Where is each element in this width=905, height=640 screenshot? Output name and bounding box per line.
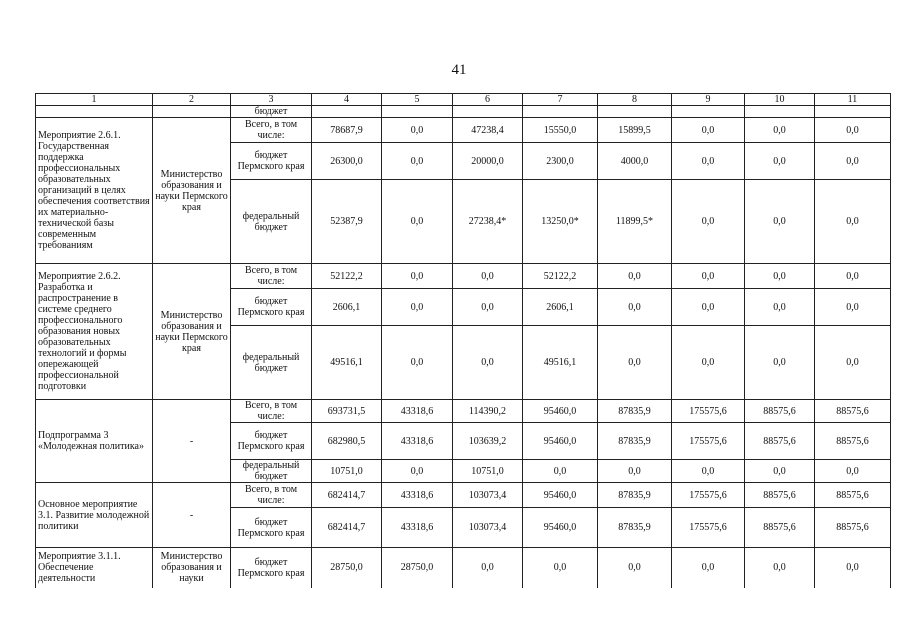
funding-source: бюджет Пермского края [231, 143, 312, 180]
amount-cell: 693731,5 [312, 400, 382, 423]
table-row [36, 264, 891, 289]
amount-cell: 0,0 [672, 180, 745, 264]
responsible-organization: Министерство образования и науки Пермского края [153, 118, 231, 264]
amount-cell: 175575,6 [672, 400, 745, 423]
amount-cell: 0,0 [745, 548, 815, 588]
table-row [36, 548, 891, 588]
amount-cell: 0,0 [815, 460, 891, 483]
amount-cell: 88575,6 [815, 483, 891, 508]
amount-cell: 0,0 [672, 548, 745, 588]
amount-cell: 0,0 [598, 264, 672, 289]
amount-cell: 0,0 [815, 264, 891, 289]
amount-cell: 682414,7 [312, 508, 382, 548]
funding-source: бюджет [231, 106, 312, 118]
amount-cell: 0,0 [815, 548, 891, 588]
table-row [36, 118, 891, 143]
funding-source: бюджет Пермского края [231, 508, 312, 548]
amount-cell: 0,0 [382, 460, 453, 483]
empty-cell [523, 106, 598, 118]
amount-cell: 26300,0 [312, 143, 382, 180]
amount-cell: 0,0 [815, 326, 891, 400]
amount-cell: 47238,4 [453, 118, 523, 143]
empty-cell [453, 106, 523, 118]
amount-cell: 0,0 [523, 548, 598, 588]
empty-cell [672, 106, 745, 118]
activity-name: Подпрограмма 3 «Молодежная политика» [36, 400, 153, 483]
empty-cell [745, 106, 815, 118]
amount-cell: 52122,2 [312, 264, 382, 289]
amount-cell: 4000,0 [598, 143, 672, 180]
column-number: 11 [815, 94, 891, 106]
amount-cell: 88575,6 [815, 508, 891, 548]
amount-cell: 10751,0 [453, 460, 523, 483]
amount-cell: 0,0 [453, 548, 523, 588]
amount-cell: 0,0 [745, 118, 815, 143]
amount-cell: 43318,6 [382, 423, 453, 460]
funding-source: Всего, в том числе: [231, 400, 312, 423]
column-number: 10 [745, 94, 815, 106]
column-number: 1 [36, 94, 153, 106]
amount-cell: 87835,9 [598, 423, 672, 460]
amount-cell: 15899,5 [598, 118, 672, 143]
amount-cell: 49516,1 [312, 326, 382, 400]
amount-cell: 78687,9 [312, 118, 382, 143]
amount-cell: 0,0 [453, 264, 523, 289]
amount-cell: 49516,1 [523, 326, 598, 400]
empty-cell [36, 106, 153, 118]
empty-cell [815, 106, 891, 118]
amount-cell: 0,0 [598, 326, 672, 400]
column-number: 3 [231, 94, 312, 106]
amount-cell: 11899,5* [598, 180, 672, 264]
responsible-organization: Министерство образования и науки Пермского края [153, 264, 231, 400]
amount-cell: 87835,9 [598, 483, 672, 508]
activity-name: Мероприятие 3.1.1. Обеспечение деятельности [36, 548, 153, 588]
column-number: 7 [523, 94, 598, 106]
budget-table [35, 93, 891, 588]
funding-source: федеральный бюджет [231, 180, 312, 264]
amount-cell: 0,0 [745, 264, 815, 289]
responsible-organization: Министерство образования и науки [153, 548, 231, 588]
amount-cell: 0,0 [382, 118, 453, 143]
amount-cell: 0,0 [745, 326, 815, 400]
column-number: 4 [312, 94, 382, 106]
funding-source: федеральный бюджет [231, 326, 312, 400]
amount-cell: 0,0 [745, 180, 815, 264]
amount-cell: 13250,0* [523, 180, 598, 264]
column-number-row [36, 94, 891, 106]
responsible-organization: - [153, 483, 231, 548]
amount-cell: 103073,4 [453, 508, 523, 548]
amount-cell: 28750,0 [382, 548, 453, 588]
funding-source: бюджет Пермского края [231, 548, 312, 588]
amount-cell: 88575,6 [815, 423, 891, 460]
amount-cell: 0,0 [672, 264, 745, 289]
amount-cell: 0,0 [745, 143, 815, 180]
column-number: 6 [453, 94, 523, 106]
column-number: 8 [598, 94, 672, 106]
amount-cell: 2300,0 [523, 143, 598, 180]
amount-cell: 28750,0 [312, 548, 382, 588]
amount-cell: 175575,6 [672, 483, 745, 508]
amount-cell: 0,0 [745, 460, 815, 483]
amount-cell: 88575,6 [745, 423, 815, 460]
empty-cell [598, 106, 672, 118]
funding-source: Всего, в том числе: [231, 264, 312, 289]
amount-cell: 0,0 [382, 180, 453, 264]
empty-cell [312, 106, 382, 118]
amount-cell: 0,0 [815, 180, 891, 264]
amount-cell: 0,0 [815, 289, 891, 326]
funding-source: бюджет Пермского края [231, 423, 312, 460]
column-number: 9 [672, 94, 745, 106]
amount-cell: 0,0 [598, 548, 672, 588]
funding-source: Всего, в том числе: [231, 483, 312, 508]
amount-cell: 88575,6 [745, 508, 815, 548]
amount-cell: 0,0 [382, 326, 453, 400]
amount-cell: 0,0 [672, 326, 745, 400]
amount-cell: 88575,6 [815, 400, 891, 423]
activity-name: Мероприятие 2.6.1. Государственная поддержка профессиональных образовательных организаций в целях обеспечения соответствия их материально-технической базы современным требованиям [36, 118, 153, 264]
page-number: 41 [451, 62, 467, 78]
amount-cell: 0,0 [815, 143, 891, 180]
amount-cell: 88575,6 [745, 400, 815, 423]
activity-name: Мероприятие 2.6.2. Разработка и распространение в системе среднего профессионального образования новых образовательных технологий и формы опережающей профессиональной подготовки [36, 264, 153, 400]
empty-cell [153, 106, 231, 118]
amount-cell: 0,0 [672, 143, 745, 180]
amount-cell: 10751,0 [312, 460, 382, 483]
amount-cell: 20000,0 [453, 143, 523, 180]
funding-source: бюджет Пермского края [231, 289, 312, 326]
amount-cell: 95460,0 [523, 483, 598, 508]
amount-cell: 0,0 [598, 460, 672, 483]
amount-cell: 0,0 [598, 289, 672, 326]
amount-cell: 0,0 [382, 289, 453, 326]
amount-cell: 95460,0 [523, 423, 598, 460]
amount-cell: 114390,2 [453, 400, 523, 423]
column-number: 2 [153, 94, 231, 106]
amount-cell: 88575,6 [745, 483, 815, 508]
amount-cell: 103639,2 [453, 423, 523, 460]
amount-cell: 0,0 [672, 460, 745, 483]
amount-cell: 0,0 [672, 118, 745, 143]
amount-cell: 0,0 [672, 289, 745, 326]
amount-cell: 175575,6 [672, 423, 745, 460]
amount-cell: 0,0 [523, 460, 598, 483]
amount-cell: 0,0 [745, 289, 815, 326]
amount-cell: 0,0 [453, 326, 523, 400]
amount-cell: 15550,0 [523, 118, 598, 143]
amount-cell: 0,0 [382, 264, 453, 289]
empty-cell [382, 106, 453, 118]
amount-cell: 682414,7 [312, 483, 382, 508]
amount-cell: 52122,2 [523, 264, 598, 289]
amount-cell: 52387,9 [312, 180, 382, 264]
table-row [36, 483, 891, 508]
funding-source: федеральный бюджет [231, 460, 312, 483]
amount-cell: 0,0 [815, 118, 891, 143]
amount-cell: 87835,9 [598, 400, 672, 423]
amount-cell: 95460,0 [523, 508, 598, 548]
funding-source: Всего, в том числе: [231, 118, 312, 143]
amount-cell: 43318,6 [382, 483, 453, 508]
amount-cell: 682980,5 [312, 423, 382, 460]
activity-name: Основное мероприятие 3.1. Развитие молодежной политики [36, 483, 153, 548]
amount-cell: 175575,6 [672, 508, 745, 548]
column-number: 5 [382, 94, 453, 106]
amount-cell: 0,0 [453, 289, 523, 326]
amount-cell: 95460,0 [523, 400, 598, 423]
amount-cell: 43318,6 [382, 400, 453, 423]
amount-cell: 2606,1 [312, 289, 382, 326]
amount-cell: 0,0 [382, 143, 453, 180]
amount-cell: 103073,4 [453, 483, 523, 508]
amount-cell: 27238,4* [453, 180, 523, 264]
amount-cell: 2606,1 [523, 289, 598, 326]
amount-cell: 43318,6 [382, 508, 453, 548]
amount-cell: 87835,9 [598, 508, 672, 548]
carry-over-row [36, 106, 891, 118]
table-row [36, 400, 891, 423]
responsible-organization: - [153, 400, 231, 483]
